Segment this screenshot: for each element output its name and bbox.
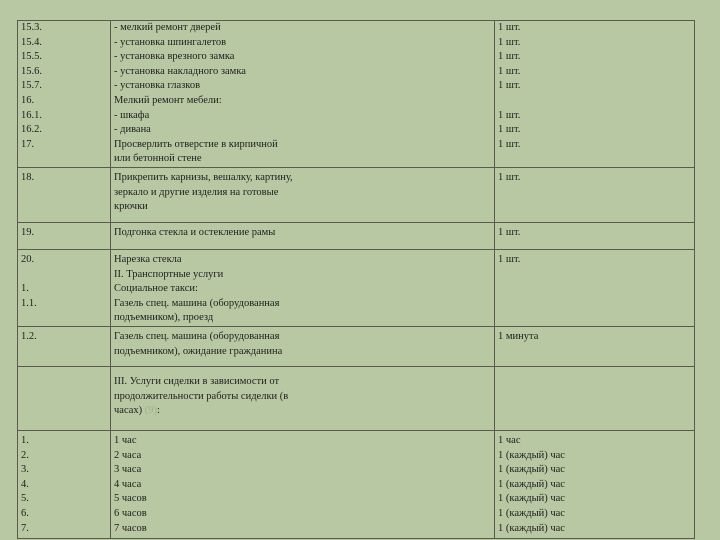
service-name-cell bbox=[111, 250, 495, 327]
section-heading-line: III. Услуги сиделки в зависимости от bbox=[114, 375, 280, 387]
cell-line: 6 часов bbox=[114, 507, 147, 519]
cell-line: 1 (каждый) час bbox=[498, 507, 565, 519]
cell-line: Подгонка стекла и остекление рамы bbox=[114, 227, 276, 238]
section-heading-colon: : bbox=[157, 405, 160, 417]
cell-line: 5. bbox=[21, 493, 29, 505]
cell-line: 1 шт. bbox=[498, 227, 521, 238]
cell-line: 1 шт. bbox=[498, 172, 521, 183]
unit-cell bbox=[495, 21, 695, 168]
unit-cell bbox=[495, 366, 695, 430]
cell-line: 2 часа bbox=[114, 449, 142, 461]
section-heading-line bbox=[114, 404, 491, 419]
service-name-cell bbox=[111, 326, 495, 366]
cell-line: 1 шт. bbox=[498, 36, 521, 48]
unit-cell bbox=[495, 430, 695, 538]
cell-line: 1 шт. bbox=[498, 80, 521, 92]
unit-cell bbox=[495, 168, 695, 223]
cell-line: 1 (каждый) час bbox=[498, 522, 565, 534]
cell-line: 19. bbox=[21, 227, 35, 238]
cell-line bbox=[498, 94, 691, 109]
cell-line: - установка глазков bbox=[114, 80, 201, 92]
cell-line: - установка шпингалетов bbox=[114, 36, 227, 48]
unit-cell bbox=[495, 250, 695, 327]
cell-line: Нарезка стекла bbox=[114, 254, 182, 265]
cell-line: II. Транспортные услуги bbox=[114, 268, 224, 280]
cell-line: 15.5. bbox=[21, 51, 42, 63]
cell-line: 18. bbox=[21, 172, 35, 183]
cell-line: 1 шт. bbox=[498, 138, 521, 150]
section-heading-cell bbox=[111, 366, 495, 430]
cell-line: Социальное такси: bbox=[114, 283, 198, 295]
row-number-cell bbox=[18, 250, 111, 327]
cell-line: 1 шт. bbox=[498, 65, 521, 77]
cell-line: подъемником), ожидание гражданина bbox=[114, 345, 283, 357]
row-number-cell bbox=[18, 326, 111, 366]
cell-line: 16.2. bbox=[21, 124, 42, 136]
row-number-cell bbox=[18, 168, 111, 223]
cell-line: 15.3. bbox=[21, 22, 42, 33]
section-header-row bbox=[18, 366, 695, 430]
service-name-cell bbox=[111, 21, 495, 168]
cell-line: - дивана bbox=[114, 124, 151, 136]
cell-line: 3. bbox=[21, 464, 29, 476]
cell-line: 1 (каждый) час bbox=[498, 493, 565, 505]
services-table bbox=[17, 20, 695, 539]
cell-line: 2. bbox=[21, 449, 29, 461]
cell-line bbox=[21, 268, 107, 283]
cell-line: или бетонной стене bbox=[114, 153, 202, 165]
cell-line: - мелкий ремонт дверей bbox=[114, 22, 221, 33]
cell-line: 1 (каждый) час bbox=[498, 478, 565, 490]
unit-cell bbox=[495, 223, 695, 250]
cell-line: Газель спец. машина (оборудованная bbox=[114, 330, 280, 342]
cell-line: 1.2. bbox=[21, 330, 37, 342]
cell-line: - установка накладного замка bbox=[114, 65, 246, 77]
cell-line: 16. bbox=[21, 94, 35, 106]
cell-line: 1 час bbox=[114, 434, 137, 446]
table-row bbox=[18, 223, 695, 250]
cell-line: 15.6. bbox=[21, 65, 42, 77]
cell-line: 1. bbox=[21, 434, 29, 446]
cell-line: Просверлить отверстие в кирпичной bbox=[114, 138, 278, 150]
cell-line: 17. bbox=[21, 138, 35, 150]
cell-line: 1 шт. bbox=[498, 254, 521, 265]
cell-line: 6. bbox=[21, 507, 29, 519]
cell-line: крючки bbox=[114, 201, 148, 213]
cell-line: 1 час bbox=[498, 434, 521, 446]
section-heading-line: продолжительности работы сиделки (в bbox=[114, 390, 289, 402]
cell-line: Прикрепить карнизы, вешалку, картину, bbox=[114, 172, 293, 183]
service-name-cell bbox=[111, 430, 495, 538]
cell-line: 1. bbox=[21, 283, 29, 295]
cell-line: 1 шт. bbox=[498, 51, 521, 63]
cell-line: Мелкий ремонт мебели: bbox=[114, 94, 222, 106]
row-number-cell bbox=[18, 223, 111, 250]
cell-line: 5 часов bbox=[114, 493, 147, 505]
cell-line: Газель спец. машина (оборудованная bbox=[114, 297, 280, 309]
cell-line: 16.1. bbox=[21, 109, 42, 121]
cell-line: 15.7. bbox=[21, 80, 42, 92]
cell-line: 20. bbox=[21, 254, 35, 265]
cell-line: - установка врезного замка bbox=[114, 51, 235, 63]
table-row bbox=[18, 430, 695, 538]
row-number-cell bbox=[18, 366, 111, 430]
row-number-cell bbox=[18, 21, 111, 168]
section-heading-text: часах) bbox=[114, 405, 145, 417]
cell-line: 3 часа bbox=[114, 464, 142, 476]
cell-line: 1 минута bbox=[498, 330, 539, 342]
cell-line: 1 шт. bbox=[498, 22, 521, 33]
table-row bbox=[18, 326, 695, 366]
table-row bbox=[18, 250, 695, 327]
unit-cell bbox=[495, 326, 695, 366]
cell-line: 7. bbox=[21, 522, 29, 534]
cell-line: 7 часов bbox=[114, 522, 147, 534]
cell-line: 15.4. bbox=[21, 36, 42, 48]
cell-line: зеркало и другие изделия на готовые bbox=[114, 186, 279, 198]
cell-line: 1 шт. bbox=[498, 109, 521, 121]
cell-line: 1 (каждый) час bbox=[498, 464, 565, 476]
row-number-cell bbox=[18, 430, 111, 538]
cell-line: 4 часа bbox=[114, 478, 142, 490]
cell-line: - шкафа bbox=[114, 109, 150, 121]
cell-line: подъемником), проезд bbox=[114, 312, 214, 324]
service-name-cell bbox=[111, 168, 495, 223]
footnote-reference: (9) bbox=[144, 405, 158, 417]
cell-line: 1.1. bbox=[21, 297, 37, 309]
cell-line: 1 (каждый) час bbox=[498, 449, 565, 461]
table-row bbox=[18, 21, 695, 168]
cell-line: 4. bbox=[21, 478, 29, 490]
table-row bbox=[18, 168, 695, 223]
service-name-cell bbox=[111, 223, 495, 250]
cell-line: 1 шт. bbox=[498, 124, 521, 136]
